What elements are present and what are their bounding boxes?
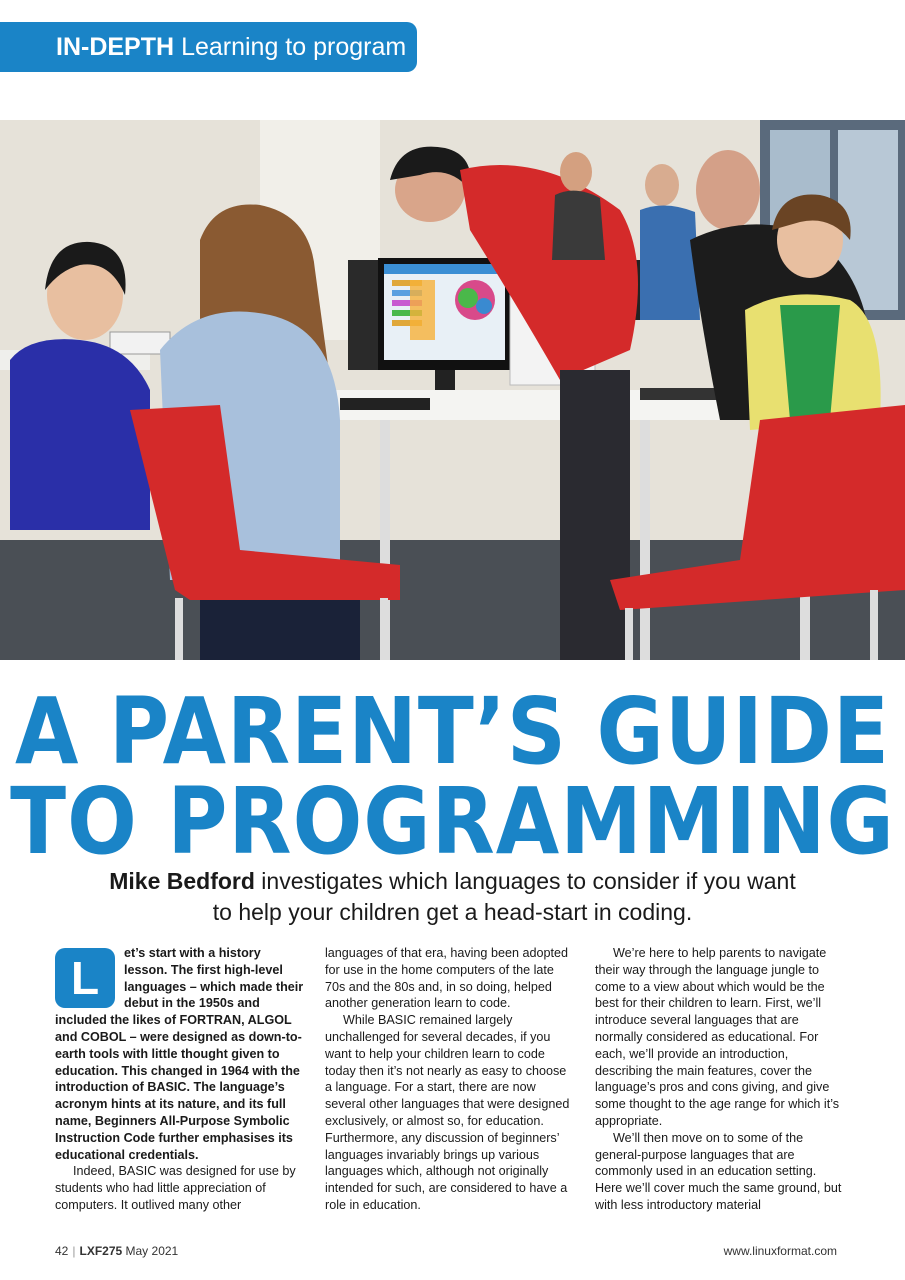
bald-man-head — [696, 150, 760, 230]
headline-line-2: TO PROGRAMMING — [10, 769, 895, 876]
headline — [0, 679, 905, 876]
paragraph: While BASIC remained largely unchallenged for several decades, if you want to help your children learn to code today then it’s not nearly as easy to choose a language. For a start, there are now several other languages that were designed exclusively, or almost so, for education. Furthermore, any discussion of beginners’ languages invariably brings up various languages which, although not originally intended for such, are considered to have a role in education. — [325, 1013, 570, 1212]
section-kicker: IN-DEPTH — [56, 32, 175, 61]
dropcap: L — [55, 948, 115, 1008]
standfirst — [100, 866, 805, 928]
headline-line-1: A PARENT’S GUIDE — [15, 679, 890, 786]
paragraph: Indeed, BASIC was designed for use by students who had little appreciation of computers. It outlived many other — [55, 1164, 296, 1212]
column-3 — [595, 945, 845, 1217]
issue-number: LXF275 — [79, 1244, 123, 1258]
section-topic: Learning to program — [181, 32, 407, 61]
issue-date: May 2021 — [125, 1244, 179, 1258]
intro-paragraph: et’s start with a history lesson. The first high-level languages – which made their debut in the 1950s and included the likes of FORTRAN, ALGOL and COBOL – were designed as down-to-earth tools with little thought given to education. This changed in 1964 with the introduction of BASIC. The language’s acronym hints at its nature, and its full name, Beginners All-Purpose Symbolic Instruction Code further emphasises its educational credentials. — [55, 946, 304, 1162]
folio: 42 | LXF275 May 2021 — [55, 1244, 179, 1258]
column-1 — [55, 945, 305, 1217]
section-tab — [0, 22, 417, 72]
website-url: www.linuxformat.com — [723, 1244, 837, 1258]
classroom-illustration — [0, 120, 905, 660]
paragraph: languages of that era, having been adopted for use in the home computers of the late 70s and the 80s and, in so doing, helped another generation learn to code. — [325, 946, 568, 1011]
author-name: Mike Bedford — [109, 868, 255, 894]
page-number: 42 — [55, 1244, 69, 1258]
hero-photo — [0, 120, 905, 660]
standfirst-text: investigates which languages to consider if you want to help your children get a head-start in coding. — [212, 868, 796, 925]
striped-shirt-man — [640, 205, 700, 320]
paragraph: We’ll then move on to some of the general-purpose languages that are commonly used in an education setting. Here we’ll cover much the same ground, but with less introductory material — [595, 1130, 842, 1212]
keyboard — [340, 398, 430, 410]
column-2 — [325, 945, 575, 1217]
boy-left-hoodie — [10, 339, 150, 530]
paragraph: We’re here to help parents to navigate their way through the language jungle to come to a view about which would be the best for their children to learn. First, we’ll introduce several languages that are normally considered as educational. For each, we’ll provide an introduction, describing the main features, cover the language’s pros and cons giving, and give some thought to the age range for which it’s appropriate. — [595, 946, 840, 1128]
article-body — [55, 945, 845, 1217]
